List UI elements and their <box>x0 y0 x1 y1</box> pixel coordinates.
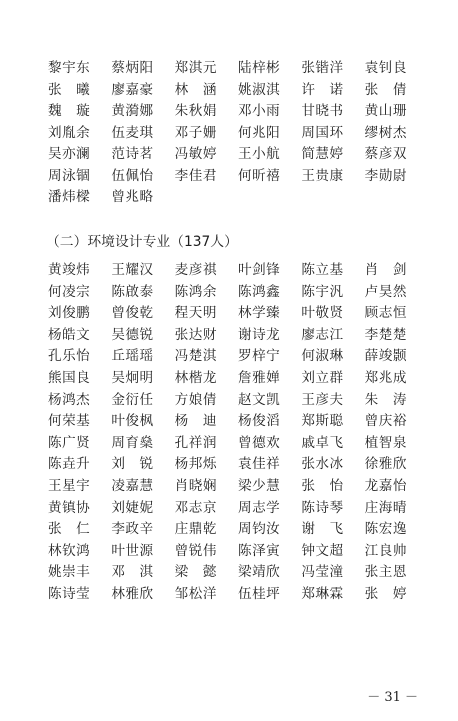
name-row <box>48 325 428 347</box>
name-entry <box>365 187 428 209</box>
name-entry: 张 怡 <box>301 477 344 494</box>
name-entry: 戚卓飞 <box>301 434 344 451</box>
name-entry: 张水冰 <box>301 456 344 473</box>
name-entry: 陈啟泰 <box>111 283 154 300</box>
name-entry: 王彦夫 <box>301 391 344 408</box>
name-entry: 郑兆成 <box>364 369 407 386</box>
name-row <box>48 58 428 80</box>
name-entry: 丘瑶瑶 <box>111 348 154 365</box>
name-entry: 詹雅婵 <box>237 369 281 386</box>
name-entry: 张 曦 <box>48 81 91 98</box>
name-entry: 曾锐伟 <box>174 542 217 559</box>
name-entry: 黄竣炜 <box>48 262 91 278</box>
name-entry: 谢 飞 <box>301 521 344 538</box>
name-entry: 邹松洋 <box>174 585 217 602</box>
name-entry: 黄山珊 <box>364 103 407 119</box>
name-entry: 何凌宗 <box>48 283 91 300</box>
name-entry: 林学臻 <box>237 305 281 322</box>
name-entry: 廖志江 <box>301 326 344 343</box>
name-entry: 熊国良 <box>48 369 91 386</box>
name-entry: 杨 迪 <box>174 413 217 430</box>
name-entry: 王贵康 <box>301 167 344 184</box>
name-entry: 甘晓书 <box>301 103 344 119</box>
name-entry: 简慧婷 <box>301 146 344 162</box>
name-entry: 吴亦澜 <box>48 146 91 162</box>
name-entry: 林楷龙 <box>174 369 217 386</box>
name-entry: 吴炯明 <box>111 369 154 386</box>
page-number: － 31 － <box>367 690 418 705</box>
name-entry: 周志学 <box>237 499 281 516</box>
name-entry: 何兆阳 <box>237 124 281 141</box>
name-entry: 周泳锢 <box>48 167 91 184</box>
name-entry: 蔡彦双 <box>364 146 407 162</box>
name-entry: 林雅欣 <box>111 585 154 602</box>
name-entry: 黎宇东 <box>48 60 91 76</box>
name-entry: 刘婕妮 <box>111 499 154 516</box>
name-entry: 薛竣颢 <box>364 348 407 365</box>
name-entry: 何荣基 <box>48 413 91 430</box>
name-entry: 谢诗龙 <box>237 326 281 343</box>
name-row <box>48 282 428 304</box>
name-entry: 赵文凯 <box>237 391 281 408</box>
name-entry: 徐雅欣 <box>364 456 407 473</box>
name-entry: 张达财 <box>174 326 217 343</box>
name-entry: 廖嘉豪 <box>111 81 154 98</box>
name-entry: 许 诺 <box>301 81 344 98</box>
name-row <box>48 411 428 433</box>
name-entry: 麦彦祺 <box>174 262 217 278</box>
name-entry: 周钧汝 <box>237 521 281 538</box>
name-entry: 孔乐怡 <box>48 348 91 365</box>
section-heading-environmental-design: （二）环境设计专业（137人） <box>46 234 238 250</box>
name-row <box>48 368 428 390</box>
name-entry: 郑淇元 <box>174 60 217 76</box>
name-entry: 曾庆裕 <box>364 413 407 430</box>
name-entry: 陈广贤 <box>48 434 91 451</box>
name-row <box>48 433 428 455</box>
name-entry: 刘立群 <box>301 369 344 386</box>
name-row <box>48 519 428 541</box>
name-entry: 林 涵 <box>174 81 217 98</box>
name-row <box>48 187 428 209</box>
name-entry: 王小航 <box>237 146 281 162</box>
name-entry: 姚崇丰 <box>48 564 91 581</box>
name-entry: 陈诗琴 <box>301 499 344 516</box>
name-entry: 伍桂坪 <box>237 585 281 602</box>
name-entry: 冯莹潼 <box>301 564 344 581</box>
name-entry: 伍麦琪 <box>111 124 154 141</box>
name-entry: 江良帅 <box>364 542 407 559</box>
name-entry: 叶俊枫 <box>111 413 154 430</box>
name-row <box>48 303 428 325</box>
name-entry: 朱秋娟 <box>174 103 217 119</box>
name-entry: 李政辛 <box>111 521 154 538</box>
name-entry: 周国环 <box>301 124 344 141</box>
name-entry: 张 仁 <box>48 521 91 538</box>
name-entry: 刘 锐 <box>111 456 154 473</box>
name-entry: 林钦鸿 <box>48 542 91 559</box>
name-row <box>48 562 428 584</box>
name-entry: 肖 剑 <box>364 262 407 278</box>
name-list-section-2 <box>48 260 428 606</box>
name-entry: 王耀汉 <box>111 262 154 278</box>
name-entry: 李佳君 <box>174 167 217 184</box>
name-entry: 邓子姗 <box>174 124 217 141</box>
name-row <box>48 166 428 188</box>
name-entry: 刘胤余 <box>48 124 91 141</box>
name-entry: 伍佩怡 <box>111 167 154 184</box>
name-entry: 袁钊良 <box>364 60 407 76</box>
name-entry: 杨鸿杰 <box>48 391 91 408</box>
name-entry: 梁 懿 <box>174 564 217 581</box>
name-entry: 陈鸿鑫 <box>237 283 281 300</box>
name-row <box>48 123 428 145</box>
name-row <box>48 101 428 123</box>
name-entry: 缪树杰 <box>364 124 407 141</box>
name-row <box>48 541 428 563</box>
name-row <box>48 454 428 476</box>
name-entry: 陈鸿余 <box>174 283 217 300</box>
name-list-section-1 <box>48 58 428 209</box>
name-entry: 陈诗莹 <box>48 585 91 602</box>
name-entry: 曾俊乾 <box>111 305 154 322</box>
name-entry: 邓 淇 <box>111 564 154 581</box>
name-entry: 陈宇汎 <box>301 283 344 300</box>
name-entry: 金衍任 <box>111 391 154 408</box>
name-entry: 黄漪娜 <box>111 103 154 119</box>
name-entry: 卢昊然 <box>364 283 407 300</box>
name-entry: 龙嘉怡 <box>364 477 407 494</box>
name-entry: 杨俊滔 <box>237 413 281 430</box>
name-entry: 陈垚升 <box>48 456 91 473</box>
name-entry: 陈宏逸 <box>364 521 407 538</box>
name-entry: 顾志恒 <box>364 305 407 322</box>
name-row <box>48 80 428 102</box>
name-entry: 郑斯聪 <box>301 413 344 430</box>
name-entry: 冯楚淇 <box>174 348 217 365</box>
name-entry: 李勋尉 <box>364 167 407 184</box>
name-entry: 张 倩 <box>364 81 407 98</box>
name-entry: 何昕禧 <box>237 167 281 184</box>
name-row <box>48 346 428 368</box>
name-entry: 肖晓娴 <box>174 477 217 494</box>
name-row <box>48 390 428 412</box>
name-entry: 冯敏婷 <box>174 146 217 162</box>
name-entry: 陆梓彬 <box>237 60 281 76</box>
name-entry: 曾兆略 <box>111 189 154 205</box>
name-row <box>48 584 428 606</box>
name-entry: 庄鼎乾 <box>174 521 217 538</box>
name-entry: 叶敬贤 <box>301 305 344 322</box>
name-entry: 杨邦烁 <box>174 456 217 473</box>
name-entry: 王星宇 <box>48 477 91 494</box>
name-entry: 吴德锐 <box>111 326 154 343</box>
name-row <box>48 144 428 166</box>
name-entry: 张锴洋 <box>301 60 344 76</box>
name-row <box>48 498 428 520</box>
name-entry: 邓志京 <box>174 499 217 516</box>
name-entry: 张主恩 <box>364 564 407 581</box>
name-row <box>48 260 428 282</box>
name-entry: 罗梓宁 <box>237 348 281 365</box>
name-entry <box>238 187 301 209</box>
name-entry: 蔡炳阳 <box>111 60 154 76</box>
name-entry <box>175 187 238 209</box>
name-entry: 范诗茗 <box>111 146 154 162</box>
name-entry: 李楚楚 <box>364 326 407 343</box>
name-entry: 何淑琳 <box>301 348 344 365</box>
name-entry: 梁靖欣 <box>237 564 281 581</box>
name-entry: 朱 涛 <box>364 391 407 408</box>
name-entry: 方娘倩 <box>174 391 217 408</box>
name-entry: 凌嘉慧 <box>111 477 154 494</box>
name-entry: 钟文超 <box>301 542 344 559</box>
name-entry: 杨皓文 <box>48 326 91 343</box>
name-entry: 郑琳霖 <box>301 585 344 602</box>
name-entry: 刘俊鹏 <box>48 305 91 322</box>
name-entry: 植智泉 <box>364 434 407 451</box>
name-entry: 潘炜樑 <box>48 189 91 205</box>
name-entry: 袁佳祥 <box>237 456 281 473</box>
name-entry: 姚淑淇 <box>237 81 281 98</box>
name-entry: 周育燊 <box>111 434 154 451</box>
name-entry: 程天明 <box>174 305 217 322</box>
name-entry: 庄海晴 <box>364 499 407 516</box>
name-entry: 黄镇协 <box>48 499 91 516</box>
name-entry: 张 婷 <box>364 585 407 602</box>
name-entry: 叶剑锋 <box>237 262 281 278</box>
name-entry: 魏 璇 <box>48 103 91 119</box>
name-entry: 曾德欢 <box>237 434 281 451</box>
name-entry: 梁少慧 <box>237 477 281 494</box>
name-row <box>48 476 428 498</box>
name-entry: 孔祥润 <box>174 434 217 451</box>
name-entry: 叶世源 <box>111 542 154 559</box>
name-entry: 陈立基 <box>301 262 344 278</box>
name-entry: 陈泽寅 <box>237 542 281 559</box>
name-entry: 邓小雨 <box>237 103 281 119</box>
name-entry <box>301 187 364 209</box>
